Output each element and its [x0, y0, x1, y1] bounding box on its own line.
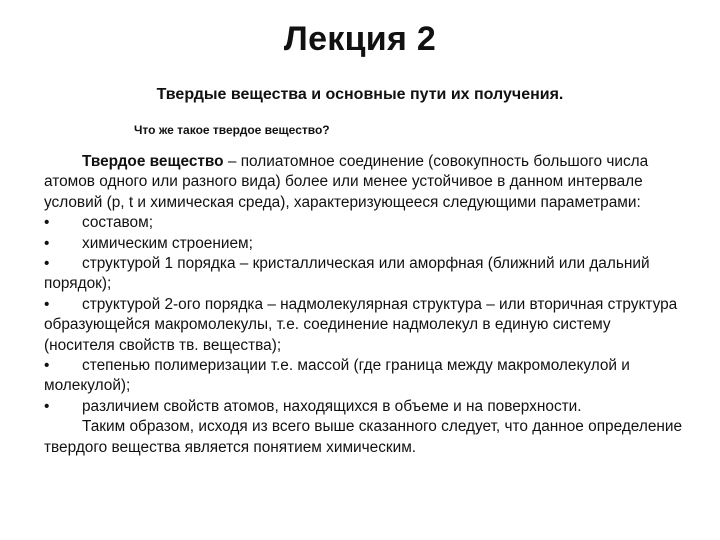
list-item	[44, 397, 684, 417]
bullet-icon: •	[44, 357, 50, 375]
slide-body	[44, 152, 684, 458]
definition-paragraph	[44, 152, 684, 213]
definition-text: – полиатомное соединение (совокупность большого числа атомов одного или разного вида) более или менее устойчивое в данном интервале условий (p, t и химическая среда), характеризующееся следующими параметрами:	[44, 153, 649, 211]
question-text: Что же такое твердое вещество?	[134, 123, 330, 137]
page-title: Лекция 2	[283, 20, 437, 58]
bullet-icon: •	[44, 295, 50, 313]
list-item	[44, 254, 684, 295]
list-item-text: составом;	[82, 214, 153, 232]
list-item	[44, 213, 684, 233]
list-item-text: степенью полимеризации т.е. массой (где граница между макромолекулой и молекулой);	[44, 357, 630, 395]
bullet-icon: •	[44, 255, 50, 273]
definition-term: Твердое вещество	[82, 153, 224, 170]
subtitle: Твердые вещества и основные пути их получения.	[156, 86, 564, 103]
list-item-text: структурой 1 порядка – кристаллическая или аморфная (ближний или дальний порядок);	[44, 255, 650, 293]
list-item-text: структурой 2-ого порядка – надмолекулярная структура – или вторичная структура образующейся макромолекулы, т.е. соединение надмолекул в единую систему (носителя свойств тв. вещества);	[44, 295, 678, 354]
conclusion-paragraph: Таким образом, исходя из всего выше сказанного следует, что данное определение твердого вещества является понятием химическим.	[44, 418, 683, 456]
parameter-list	[44, 213, 684, 417]
list-item-text: химическим строением;	[82, 234, 253, 252]
list-item	[44, 356, 684, 397]
list-item	[44, 295, 684, 356]
bullet-icon: •	[44, 234, 50, 252]
list-item-text: различием свойств атомов, находящихся в объеме и на поверхности.	[82, 397, 582, 415]
list-item	[44, 234, 684, 254]
bullet-icon: •	[44, 214, 50, 232]
bullet-icon: •	[44, 397, 50, 415]
